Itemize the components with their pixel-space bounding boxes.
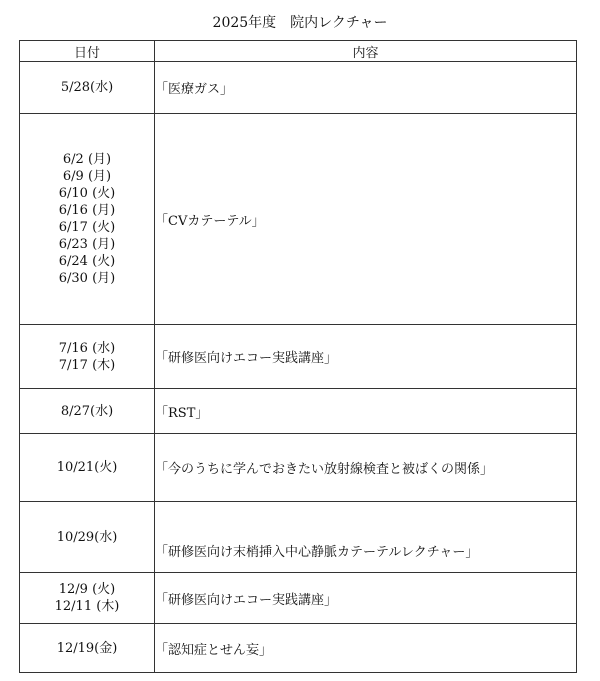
date-text: 6/24 (火) [58,254,116,269]
content-cell [155,389,577,434]
date-text: 6/23 (月) [58,237,116,252]
date-text: 5/28(水) [60,80,114,95]
date-text: 10/29(水) [56,529,118,545]
lecture-title: 「今のうちに学んでおきたい放射線検査と被ばくの関係」 [155,462,494,477]
lecture-title: 「研修医向けエコー実践講座」 [155,351,338,366]
table-row [20,389,577,434]
date-text: 7/17 (木) [58,357,116,373]
table-row [20,624,577,673]
date-text: 6/17 (火) [58,220,116,235]
table-row [20,325,577,389]
lecture-title: 「研修医向けエコー実践講座」 [155,592,338,608]
date-text: 6/16 (月) [58,203,116,218]
content-cell [155,502,577,573]
lecture-title: 「医療ガス」 [155,82,234,97]
content-cell [155,114,577,325]
date-cell [20,325,155,389]
page-title: 2025年度 院内レクチャー [212,15,388,31]
table-row [20,573,577,624]
date-column-header: 日付 [20,41,155,62]
date-text: 6/9 (月) [62,169,112,184]
date-text: 6/2 (月) [62,152,112,167]
date-text: 7/16 (水) [58,340,116,356]
date-cell [20,62,155,114]
table-row [20,434,577,502]
lecture-title: 「RST」 [155,405,209,421]
content-cell [155,434,577,502]
date-text: 12/9 (火) [58,582,116,597]
lecture-title: 「認知症とせん妄」 [155,642,273,658]
lecture-title: 「CVカテーテル」 [155,213,265,229]
table-row [20,114,577,325]
date-text: 10/21(火) [56,460,118,475]
date-text: 8/27(水) [60,403,114,419]
date-text: 12/19(金) [56,640,118,656]
lecture-schedule-table [19,40,577,673]
content-cell [155,624,577,673]
content-cell [155,62,577,114]
content-column-header: 内容 [155,41,577,62]
date-text: 6/10 (火) [58,186,116,201]
content-cell [155,325,577,389]
date-cell [20,502,155,573]
date-cell [20,624,155,673]
lecture-title: 「研修医向け末梢挿入中心静脈カテーテルレクチャー」 [155,545,479,560]
content-cell [155,573,577,624]
date-cell [20,389,155,434]
date-cell [20,434,155,502]
date-cell [20,573,155,624]
table-header-row [20,41,577,62]
date-text: 6/30 (月) [58,271,116,286]
table-row [20,62,577,114]
date-text: 12/11 (木) [54,599,120,614]
table-row [20,502,577,573]
date-cell [20,114,155,325]
